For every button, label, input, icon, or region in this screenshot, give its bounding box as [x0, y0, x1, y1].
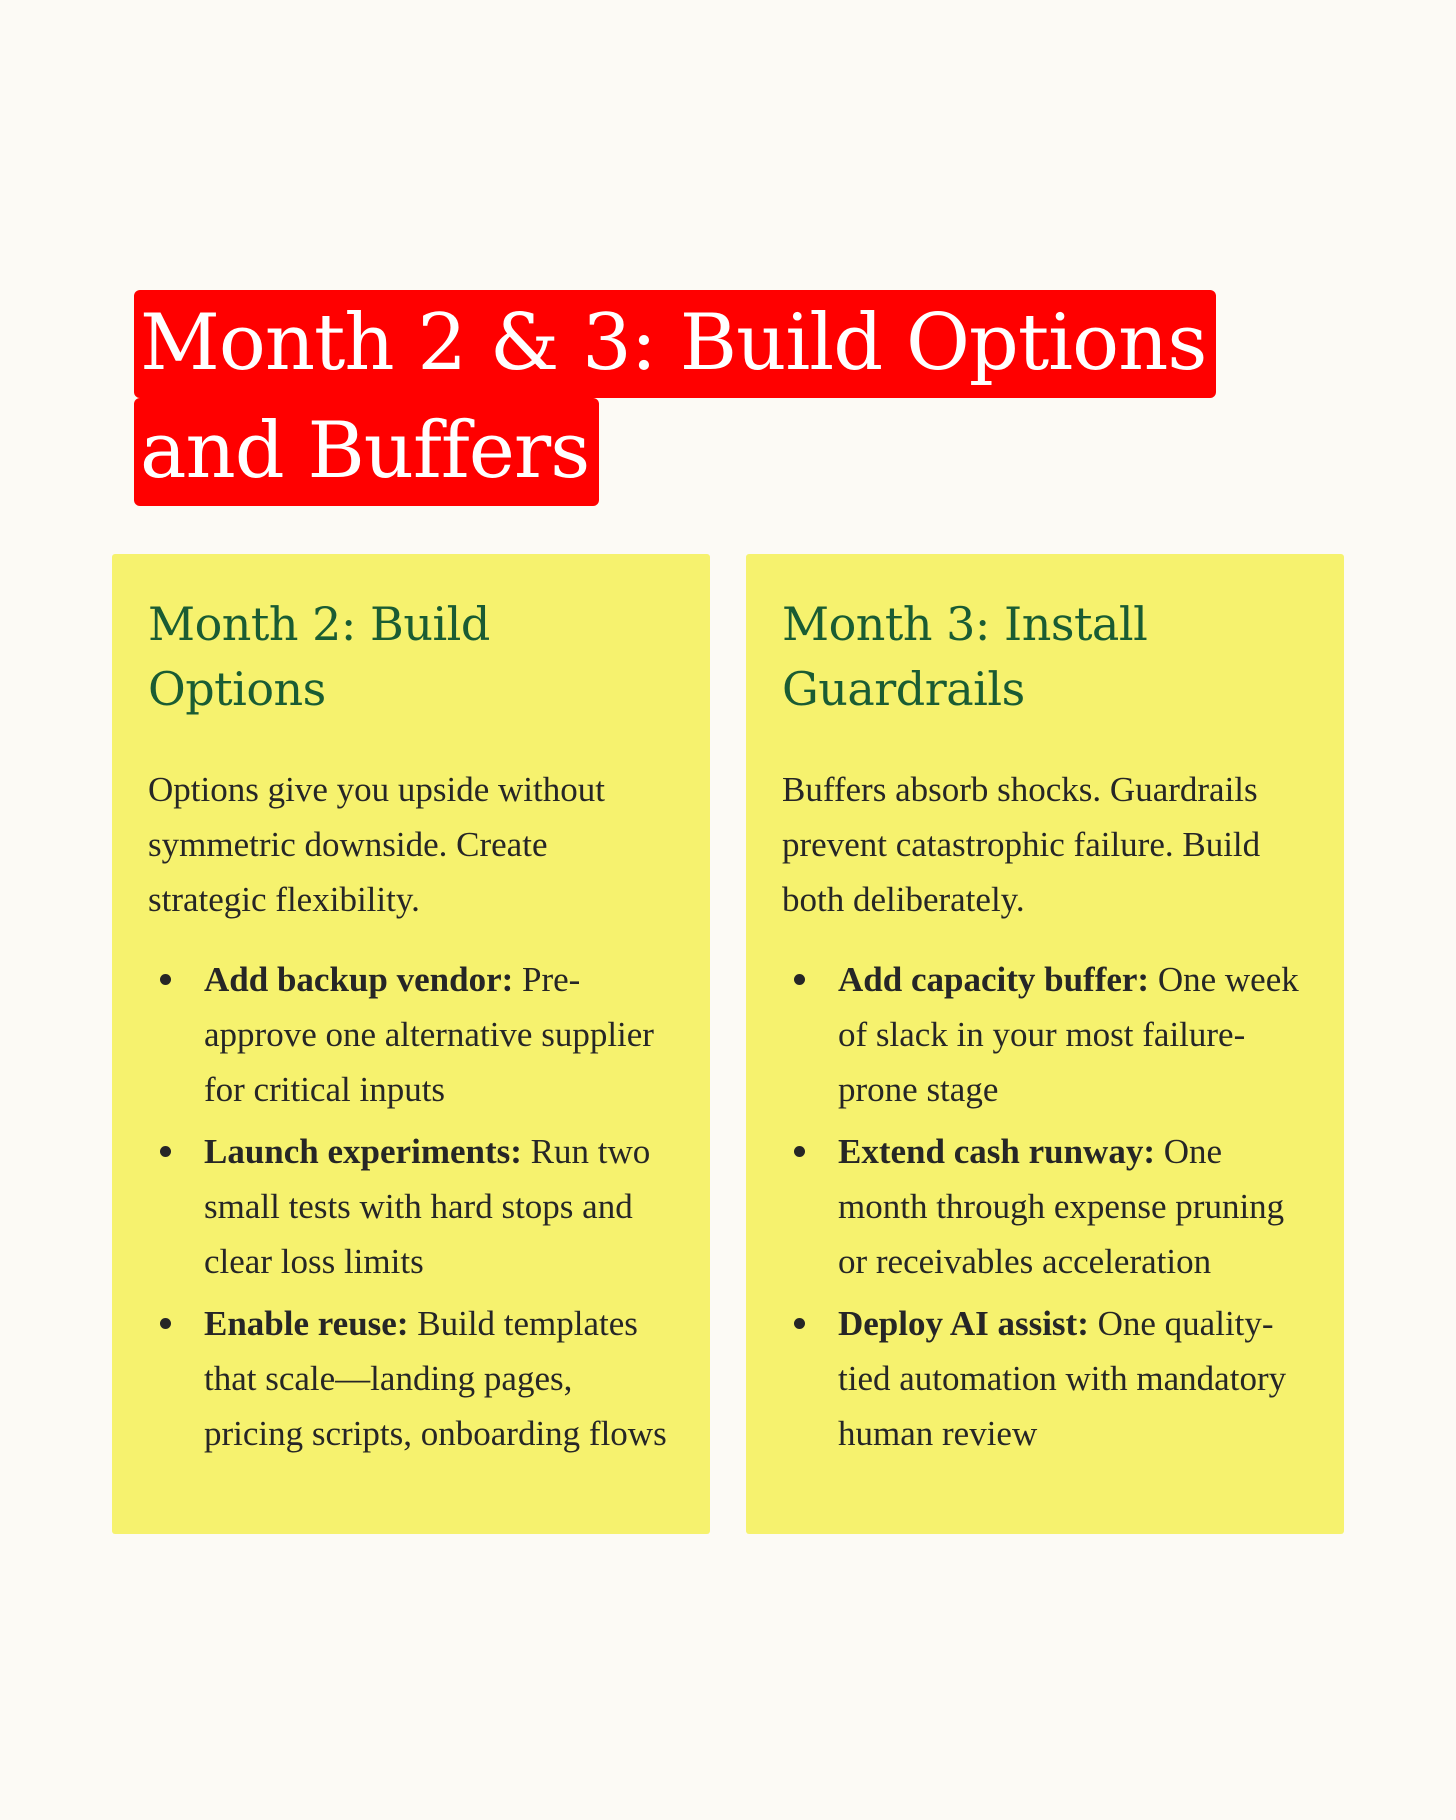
bullet-item — [148, 1124, 674, 1289]
bullet-dot-icon — [160, 974, 171, 985]
card-title: Month 2: Build Options — [148, 597, 490, 716]
bullet-label: Add backup vendor: — [204, 960, 514, 999]
bullet-item — [782, 952, 1308, 1117]
bullet-label: Deploy AI assist: — [838, 1304, 1089, 1343]
bullet-dot-icon — [160, 1146, 171, 1157]
bullet-item — [148, 952, 674, 1117]
bullet-item — [148, 1296, 674, 1461]
bullet-text: One quality-tied automation with mandatory human review — [838, 1304, 1287, 1453]
bullet-text: Pre-approve one alternative supplier for critical inputs — [204, 960, 654, 1109]
bullet-dot-icon — [794, 1146, 805, 1157]
bullet-item — [782, 1124, 1308, 1289]
page-title — [134, 290, 1234, 506]
card-title: Month 3: Install Guardrails — [782, 597, 1148, 716]
bullet-dot-icon — [160, 1318, 171, 1329]
bullet-text: One week of slack in your most failure-prone stage — [838, 960, 1299, 1109]
bullet-item — [782, 1296, 1308, 1461]
bullet-label: Add capacity buffer: — [838, 960, 1150, 999]
card-description: Options give you upside without symmetric downside. Create strategic flexibility. — [148, 770, 605, 919]
bullet-label: Enable reuse: — [204, 1304, 409, 1343]
bullet-list — [782, 952, 1308, 1461]
bullet-label: Extend cash runway: — [838, 1132, 1155, 1171]
bullet-dot-icon — [794, 1318, 805, 1329]
card-description: Buffers absorb shocks. Guardrails prevent catastrophic failure. Build both deliberately. — [782, 770, 1261, 919]
card-month-2 — [112, 554, 710, 1534]
bullet-list — [148, 952, 674, 1461]
bullet-text: Run two small tests with hard stops and clear loss limits — [204, 1132, 651, 1281]
page-title-line-1: Month 2 & 3: Build Options — [134, 290, 1216, 398]
bullet-label: Launch experiments: — [204, 1132, 522, 1171]
bullet-text: Build templates that scale—landing pages, pricing scripts, onboarding flows — [204, 1304, 667, 1453]
bullet-dot-icon — [794, 974, 805, 985]
card-month-3 — [746, 554, 1344, 1534]
bullet-text: One month through expense pruning or receivables acceleration — [838, 1132, 1285, 1281]
page-title-line-2: and Buffers — [134, 398, 599, 506]
